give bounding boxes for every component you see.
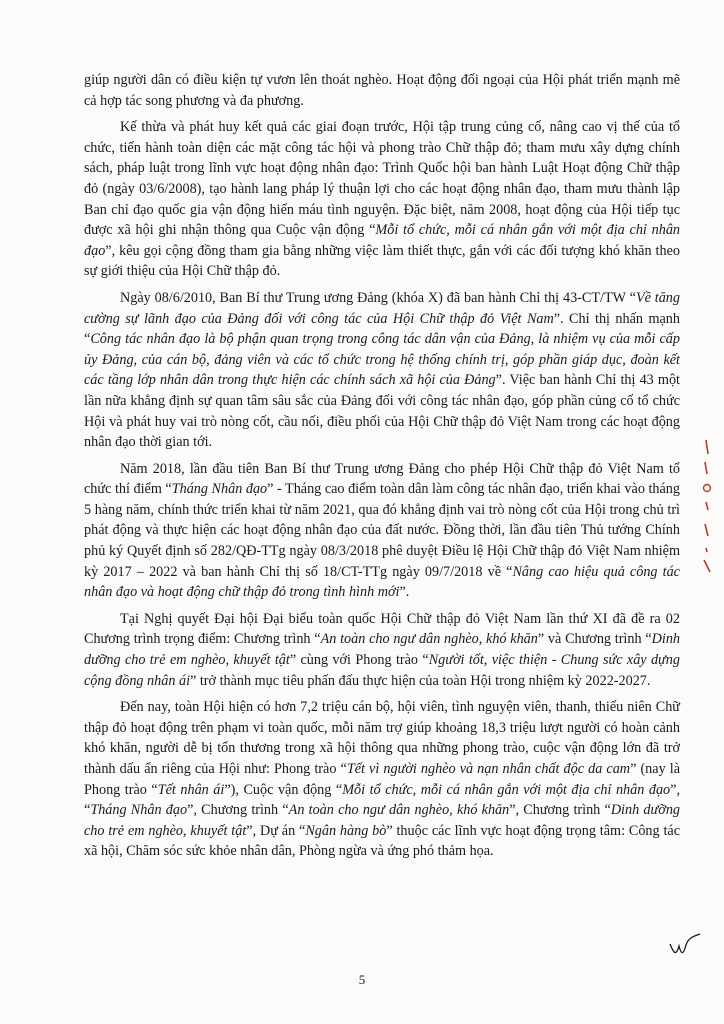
- italic-quote: Dinh dưỡng cho trẻ em nghèo, khuyết tật: [84, 802, 681, 839]
- paragraph: [84, 70, 680, 111]
- text-run: ”, kêu gọi cộng đồng tham gia bằng những việc làm thiết thực, gắn với các đối tượng khó khăn theo sự giới thiệu của Hội Chữ thập đỏ.: [84, 242, 680, 280]
- italic-quote: Nâng cao hiệu quả công tác nhân đạo và hoạt động chữ thập đỏ trong tình hình mới: [84, 563, 680, 601]
- text-run: ” trở thành mục tiêu phấn đấu thực hiện của toàn Hội trong nhiệm kỳ 2022-2027.: [190, 672, 651, 689]
- text-run: ”, Chương trình “: [509, 802, 611, 819]
- italic-quote: Tháng Nhân đạo: [90, 802, 188, 819]
- text-run: ” (nay là Phong trào “: [84, 761, 680, 798]
- italic-quote: Tháng Nhân đạo: [171, 481, 268, 498]
- paragraph: [84, 459, 680, 603]
- text-run: ”.: [399, 584, 410, 601]
- margin-red-marks: [696, 440, 716, 580]
- italic-quote: Dinh dưỡng cho trẻ em nghèo, khuyết tật: [84, 631, 680, 669]
- italic-quote: An toàn cho ngư dân nghèo, khó khăn: [320, 631, 538, 648]
- text-run: Đến nay, toàn Hội hiện có hơn 7,2 triệu cán bộ, hội viên, tình nguyện viên, thanh, thiếu niên Chữ thập đỏ hoạt động trên phạm vi toàn quốc, mỗi năm trợ giúp khoảng 18,3 triệu lượt người có hoàn cảnh khó khăn, người dễ bị tổn thương trong xã hội thông qua những phong trào, cuộc vận động lớn đã trở thành dấu ấn riêng của Hội như: Phong trào “: [84, 699, 680, 777]
- text-run: ”, Dự án “: [246, 822, 306, 839]
- italic-quote: An toàn cho ngư dân nghèo, khó khăn: [288, 802, 510, 819]
- paragraph: [84, 609, 680, 691]
- page-number: 5: [358, 972, 366, 987]
- italic-quote: Mỗi tổ chức, mỗi cá nhân gắn với một địa chỉ nhân đạo: [84, 222, 681, 259]
- text-run: ”. Việc ban hành Chỉ thị 43 một lần nữa khẳng định sự quan tâm sâu sắc của Đảng đối với công tác nhân đạo, góp phần củng cố tổ chức Hội và phát huy vai trò nòng cốt, cầu nối, điều phối của Hội Chữ thập đỏ Việt Nam trong các hoạt động nhân đạo thời gian tới.: [84, 372, 680, 451]
- text-run: Tại Nghị quyết Đại hội Đại biểu toàn quốc Hội Chữ thập đỏ Việt Nam lần thứ XI đã đề ra 02 Chương trình trọng điểm: Chương trình “: [84, 610, 680, 648]
- text-run: Kế thừa và phát huy kết quả các giai đoạn trước, Hội tập trung củng cố, nâng cao vị thế của tổ chức, tiến hành toàn diện các mặt công tác hội và phong trào Chữ thập đỏ; tham mưu xây dựng chính sách, pháp luật trong lĩnh vực hoạt động nhân đạo: Trình Quốc hội ban hành Luật Hoạt động Chữ thập đỏ (ngày 03/6/2008), tạo hành lang pháp lý thuận lợi cho các hoạt động nhân đạo, tham mưu thành lập Ban chỉ đạo quốc gia vận động hiến máu tình nguyện. Đặc biệt, năm 2008, hoạt động của Hội tiếp tục được xã hội ghi nhận thông qua Cuộc vận động “: [84, 119, 680, 239]
- paragraph: [84, 117, 680, 282]
- italic-quote: Người tốt, việc thiện - Chung sức xây dựng cộng đồng nhân ái: [84, 652, 680, 689]
- text-run: Năm 2018, lần đầu tiên Ban Bí thư Trung ương Đảng cho phép Hội Chữ thập đỏ Việt Nam tổ chức thí điểm “: [84, 460, 680, 498]
- italic-quote: Tết vì người nghèo và nạn nhân chất độc da cam: [346, 761, 631, 777]
- text-run: ” thuộc các lĩnh vực hoạt động trọng tâm: Công tác xã hội, Chăm sóc sức khỏe nhân dân, Phòng ngừa và ứng phó thảm họa.: [84, 822, 680, 860]
- initial-signature: [668, 930, 704, 960]
- text-run: giúp người dân có điều kiện tự vươn lên thoát nghèo. Hoạt động đối ngoại của Hội phát triển mạnh mẽ cả hợp tác song phương và đa phương.: [84, 72, 680, 109]
- text-run: Ngày 08/6/2010, Ban Bí thư Trung ương Đảng (khóa X) đã ban hành Chỉ thị 43-CT/TW “: [120, 289, 636, 306]
- text-run: ”. Chỉ thị nhấn mạnh “: [84, 310, 680, 348]
- paragraph: [84, 288, 680, 453]
- italic-quote: Về tăng cường sự lãnh đạo của Đảng đối với công tác của Hội Chữ thập đỏ Việt Nam: [84, 289, 680, 327]
- italic-quote: Công tác nhân đạo là bộ phận quan trọng trong công tác dân vận của Đảng, là nhiệm vụ của mỗi cấp ủy Đảng, của cán bộ, đảng viên và các tổ chức trong hệ thống chính trị, góp phần giáp dục, đoàn kết các tầng lớp nhân dân trong thực hiện các chính sách xã hội của Đảng: [84, 331, 680, 389]
- text-run: ”, Chương trình “: [187, 802, 289, 819]
- document-body: [84, 70, 680, 868]
- italic-quote: Ngân hàng bò: [305, 822, 387, 839]
- text-run: ” cùng với Phong trào “: [289, 652, 429, 669]
- text-run: ” - Tháng cao điểm toàn dân làm công tác nhân đạo, triển khai vào tháng 5 hàng năm, chính thức triển khai từ năm 2021, qua đó khẳng định vai trò nòng cốt của Hội trong chủ trì phát động và thực hiện các hoạt động nhân đạo của đất nước. Đồng thời, lần đầu tiên Thủ tướng Chính phủ ký Quyết định số 282/QĐ-TTg ngày 08/3/2018 phê duyệt Điều lệ Hội Chữ thập đỏ Việt Nam nhiệm kỳ 2017 – 2022 và ban hành Chỉ thị số 18/CT-TTg ngày 09/7/2018 về “: [84, 481, 680, 580]
- paragraph: [84, 697, 680, 862]
- text-run: ”, “: [84, 781, 681, 819]
- italic-quote: Mỗi tổ chức, mỗi cá nhân gắn với một địa chỉ nhân đạo: [342, 781, 671, 798]
- text-run: ”), Cuộc vận động “: [224, 781, 343, 798]
- text-run: ” và Chương trình “: [537, 631, 652, 648]
- italic-quote: Tết nhân ái: [157, 781, 225, 798]
